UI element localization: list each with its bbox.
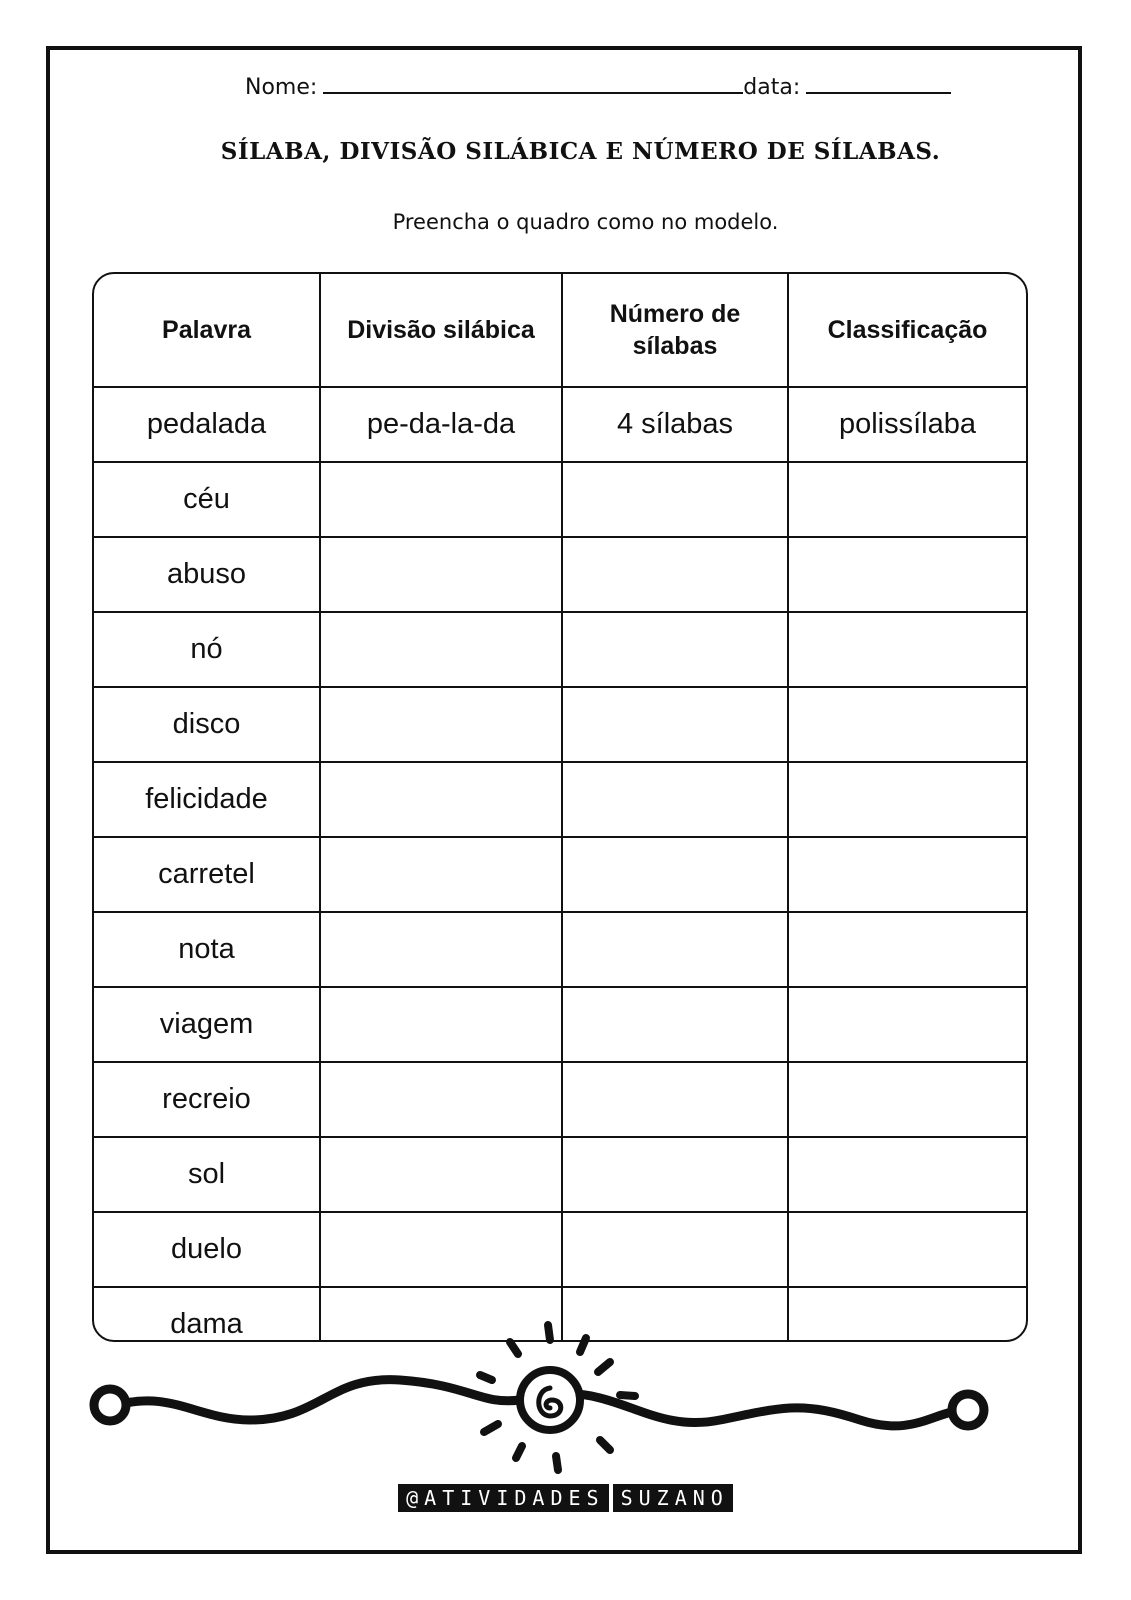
cell-palavra: disco [94,687,320,762]
cell-divisao[interactable] [320,462,562,537]
column-header-numero: Número de sílabas [562,274,788,387]
cell-classificacao[interactable]: polissílaba [788,387,1026,462]
date-field[interactable] [806,70,951,94]
cell-classificacao[interactable] [788,912,1026,987]
cell-divisao[interactable] [320,1062,562,1137]
cell-divisao[interactable] [320,1212,562,1287]
cell-classificacao[interactable] [788,987,1026,1062]
cell-numero[interactable] [562,462,788,537]
header-fields [245,70,951,100]
cell-palavra: duelo [94,1212,320,1287]
cell-palavra: dama [94,1287,320,1342]
cell-divisao[interactable] [320,837,562,912]
table-row [94,837,1026,912]
cell-numero[interactable] [562,612,788,687]
name-label: Nome: [245,75,318,100]
cell-numero[interactable] [562,1062,788,1137]
cell-palavra: sol [94,1137,320,1212]
cell-numero[interactable]: 4 sílabas [562,387,788,462]
table-row [94,762,1026,837]
cell-classificacao[interactable] [788,1212,1026,1287]
cell-palavra: viagem [94,987,320,1062]
cell-classificacao[interactable] [788,612,1026,687]
cell-divisao[interactable] [320,687,562,762]
cell-classificacao[interactable] [788,1062,1026,1137]
cell-numero[interactable] [562,537,788,612]
cell-classificacao[interactable] [788,1137,1026,1212]
cell-divisao[interactable] [320,762,562,837]
cell-classificacao[interactable] [788,687,1026,762]
table-row [94,987,1026,1062]
cell-divisao[interactable]: pe-da-la-da [320,387,562,462]
sun-wave-divider-icon [80,1320,1000,1490]
table-row [94,1212,1026,1287]
cell-numero[interactable] [562,687,788,762]
table-header-row [94,274,1026,387]
cell-palavra: carretel [94,837,320,912]
table-body [94,387,1026,1342]
cell-palavra: nó [94,612,320,687]
column-header-divisao: Divisão silábica [320,274,562,387]
date-label: data: [743,75,801,100]
cell-divisao[interactable] [320,612,562,687]
cell-classificacao[interactable] [788,537,1026,612]
cell-divisao[interactable] [320,912,562,987]
cell-palavra: nota [94,912,320,987]
cell-numero[interactable] [562,912,788,987]
cell-numero[interactable] [562,1212,788,1287]
cell-palavra: felicidade [94,762,320,837]
table-row [94,462,1026,537]
table-row [94,1062,1026,1137]
instruction-text: Preencha o quadro como no modelo. [392,210,779,234]
cell-numero[interactable] [562,987,788,1062]
table-row [94,912,1026,987]
brand-part-2: SUZANO [613,1484,733,1512]
table-row [94,387,1026,462]
column-header-classificacao: Classificação [788,274,1026,387]
cell-divisao[interactable] [320,537,562,612]
cell-palavra: céu [94,462,320,537]
cell-numero[interactable] [562,1137,788,1212]
cell-numero[interactable] [562,837,788,912]
cell-classificacao[interactable] [788,762,1026,837]
cell-numero[interactable] [562,762,788,837]
brand-watermark [0,1484,1131,1512]
cell-palavra: recreio [94,1062,320,1137]
table-row [94,1137,1026,1212]
cell-divisao[interactable] [320,1137,562,1212]
cell-divisao[interactable] [320,987,562,1062]
table-row [94,612,1026,687]
cell-palavra: abuso [94,537,320,612]
syllable-table [92,272,1028,1342]
cell-classificacao[interactable] [788,462,1026,537]
brand-part-1: @ATIVIDADES [398,1484,608,1512]
cell-palavra: pedalada [94,387,320,462]
name-field[interactable] [323,70,743,94]
cell-classificacao[interactable] [788,837,1026,912]
page-title: SÍLABA, DIVISÃO SILÁBICA E NÚMERO DE SÍLABAS. [220,138,941,165]
column-header-palavra: Palavra [94,274,320,387]
table-row [94,537,1026,612]
table-row [94,687,1026,762]
